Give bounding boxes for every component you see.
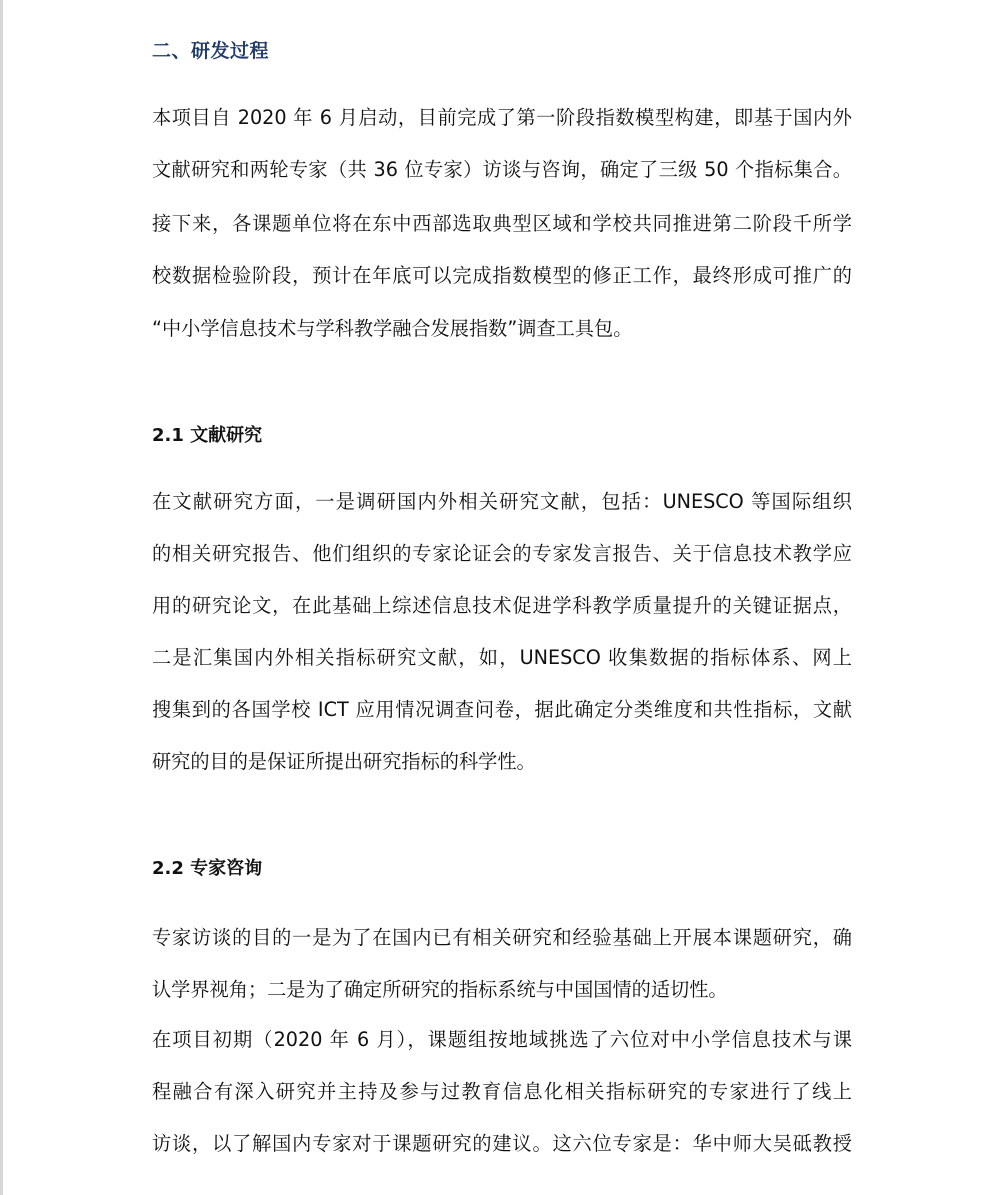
paragraph-line: 的相关研究报告、他们组织的专家论证会的专家发言报告、关于信息技术教学应 [152, 542, 852, 565]
paragraph-line: 搜集到的各国学校 ICT 应用情况调查问卷，据此确定分类维度和共性指标，文献 [152, 698, 852, 721]
paragraph-line: 二是汇集国内外相关指标研究文献，如，UNESCO 收集数据的指标体系、网上 [152, 646, 852, 669]
paragraph-line: 认学界视角；二是为了确定所研究的指标系统与中国国情的适切性。 [152, 978, 728, 1001]
page-left-edge [0, 0, 3, 1195]
subsection-heading: 2.1 文献研究 [152, 425, 263, 446]
paragraph-line: 程融合有深入研究并主持及参与过教育信息化相关指标研究的专家进行了线上 [152, 1080, 852, 1103]
paragraph-line: 接下来，各课题单位将在东中西部选取典型区域和学校共同推进第二阶段千所学 [152, 212, 852, 235]
paragraph-line: 本项目自 2020 年 6 月启动，目前完成了第一阶段指数模型构建，即基于国内外 [152, 106, 852, 129]
paragraph-line: 用的研究论文，在此基础上综述信息技术促进学科教学质量提升的关键证据点， [152, 594, 852, 617]
paragraph-line: 在文献研究方面，一是调研国内外相关研究文献，包括：UNESCO 等国际组织 [152, 490, 852, 513]
section-heading: 二、研发过程 [152, 40, 270, 62]
paragraph-line: 校数据检验阶段，预计在年底可以完成指数模型的修正工作，最终形成可推广的 [152, 264, 852, 287]
subsection-heading: 2.2 专家咨询 [152, 858, 263, 879]
paragraph-line: “中小学信息技术与学科教学融合发展指数”调查工具包。 [152, 317, 633, 340]
paragraph-line: 文献研究和两轮专家（共 36 位专家）访谈与咨询，确定了三级 50 个指标集合。 [152, 158, 852, 181]
paragraph-line: 专家访谈的目的一是为了在国内已有相关研究和经验基础上开展本课题研究，确 [152, 926, 852, 949]
paragraph-line: 访谈，以了解国内专家对于课题研究的建议。这六位专家是：华中师大吴砥教授 [152, 1132, 852, 1155]
paragraph-line: 在项目初期（2020 年 6 月），课题组按地域挑选了六位对中小学信息技术与课 [152, 1028, 852, 1051]
paragraph-line: 研究的目的是保证所提出研究指标的科学性。 [152, 750, 536, 773]
